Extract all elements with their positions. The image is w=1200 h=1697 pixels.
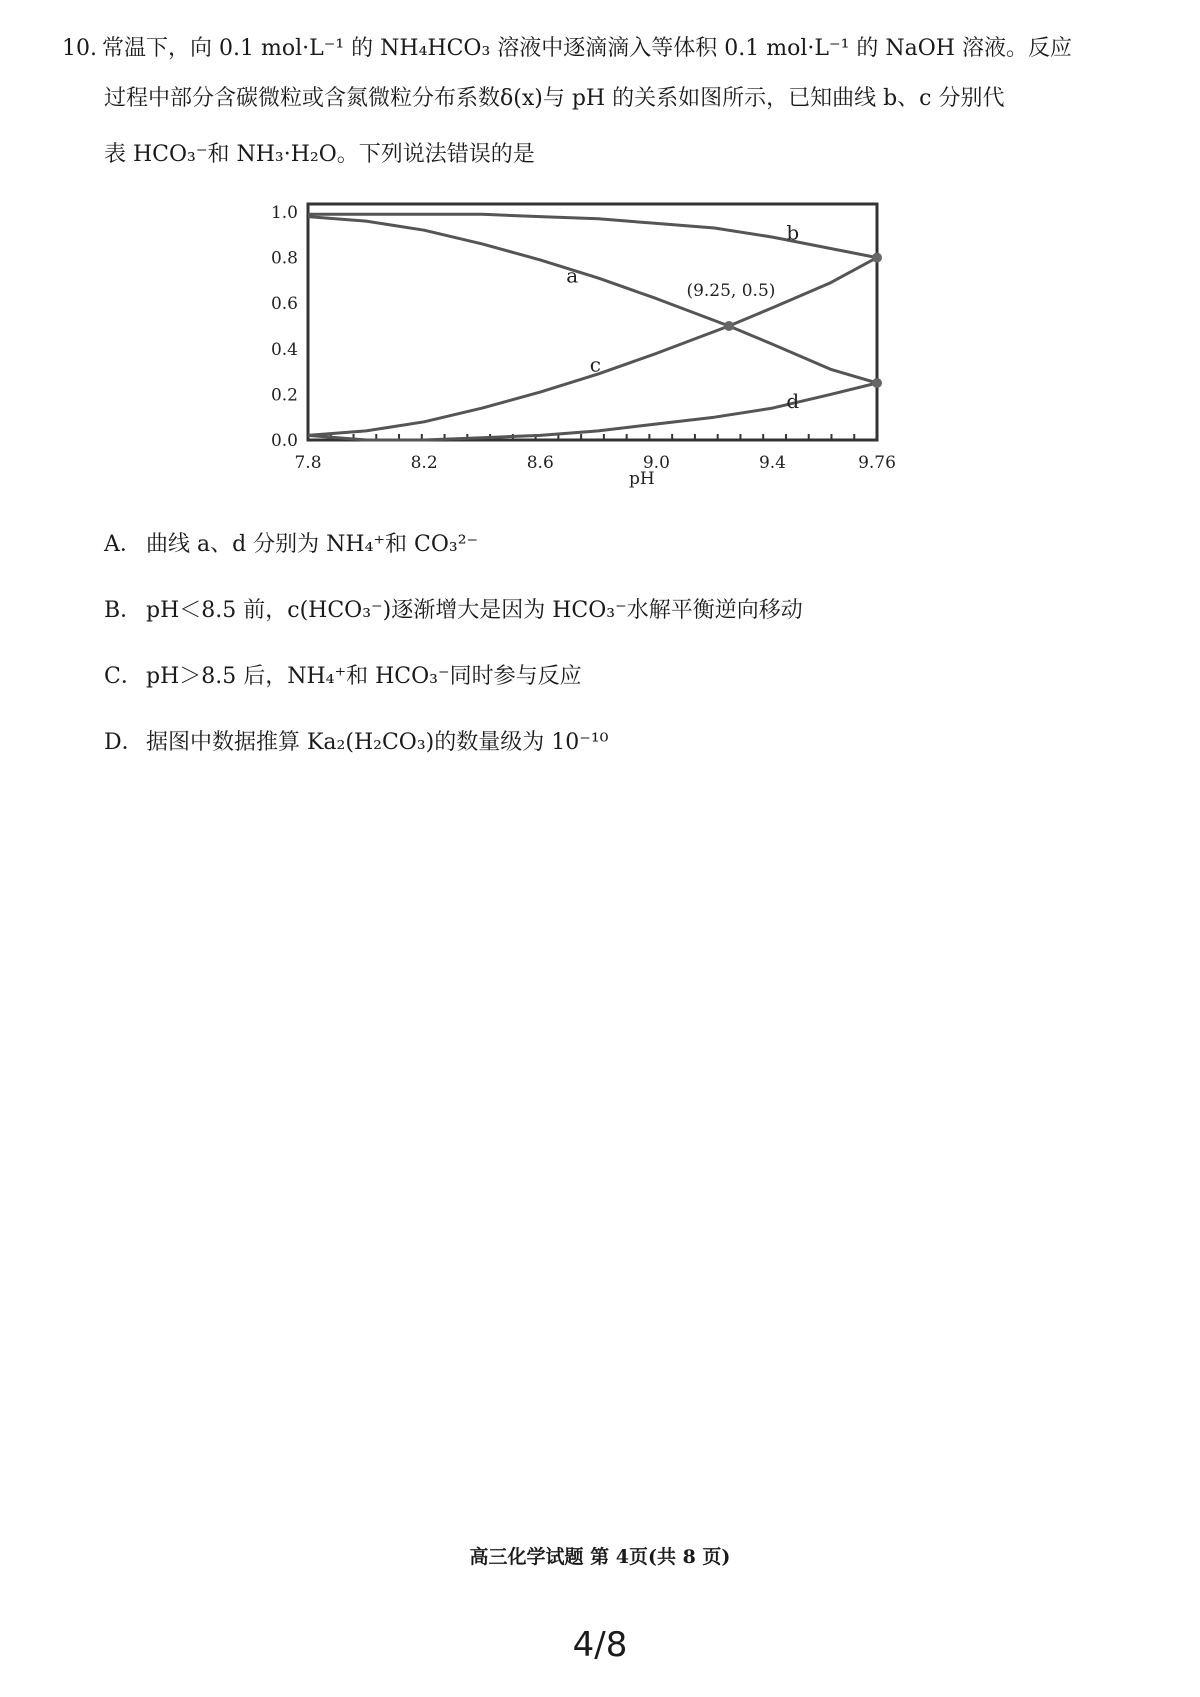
chart-labels <box>271 203 896 489</box>
question-number: 10. <box>62 36 97 61</box>
curve-label-c: c <box>589 352 602 377</box>
option-text: 据图中数据推算 Ka₂(H₂CO₃)的数量级为 10⁻¹⁰ <box>146 730 609 755</box>
page-footer: 高三化学试题 第 4页(共 8 页) <box>469 1546 731 1568</box>
page-indicator[interactable]: 4/8 <box>572 1625 628 1665</box>
marked-point <box>724 321 734 331</box>
marked-point <box>872 378 882 388</box>
curve-label-b: b <box>786 220 800 245</box>
question-line-1: 常温下，向 0.1 mol·L⁻¹ 的 NH₄HCO₃ 溶液中逐滴滴入等体积 0.1 mol·L⁻¹ 的 NaOH 溶液。反应 <box>102 36 1072 61</box>
question-line-3: 表 HCO₃⁻和 NH₃·H₂O。下列说法错误的是 <box>104 142 535 167</box>
x-tick-label: 9.0 <box>642 453 670 473</box>
distribution-chart <box>260 190 900 500</box>
option-text: pH＞8.5 后，NH₄⁺和 HCO₃⁻同时参与反应 <box>146 664 582 689</box>
question-line-2: 过程中部分含碳微粒或含氮微粒分布系数δ(x)与 pH 的关系如图所示，已知曲线 b、c 分别代 <box>104 86 1005 111</box>
x-tick-label: 7.8 <box>294 453 322 473</box>
x-tick-label: 9.4 <box>758 453 787 473</box>
y-tick-label: 1.0 <box>270 203 298 223</box>
option-b[interactable] <box>104 596 803 626</box>
option-c[interactable] <box>104 662 582 692</box>
option-text: pH＜8.5 前，c(HCO₃⁻)逐渐增大是因为 HCO₃⁻水解平衡逆向移动 <box>146 598 803 623</box>
x-tick-label: 9.76 <box>858 453 896 473</box>
option-a[interactable] <box>104 530 478 560</box>
curve-label-d: d <box>786 389 800 414</box>
y-tick-label: 0.6 <box>270 294 298 315</box>
option-letter: C． <box>104 664 143 689</box>
option-d[interactable] <box>104 728 608 758</box>
option-letter: B． <box>104 598 143 623</box>
marked-point <box>872 253 882 263</box>
intersection-annotation: (9.25, 0.5) <box>686 281 776 301</box>
y-tick-label: 0.2 <box>270 385 298 406</box>
option-text: 曲线 a、d 分别为 NH₄⁺和 CO₃²⁻ <box>146 532 479 557</box>
y-tick-label: 0.8 <box>270 248 298 269</box>
x-tick-label: 8.6 <box>526 453 554 473</box>
y-tick-label: 0.4 <box>270 339 298 360</box>
x-axis-label: pH <box>628 469 655 489</box>
option-letter: A． <box>104 532 142 557</box>
x-tick-label: 8.2 <box>410 453 438 473</box>
y-tick-label: 0.0 <box>270 431 298 451</box>
curve-label-a: a <box>566 263 579 288</box>
option-letter: D． <box>104 730 144 755</box>
